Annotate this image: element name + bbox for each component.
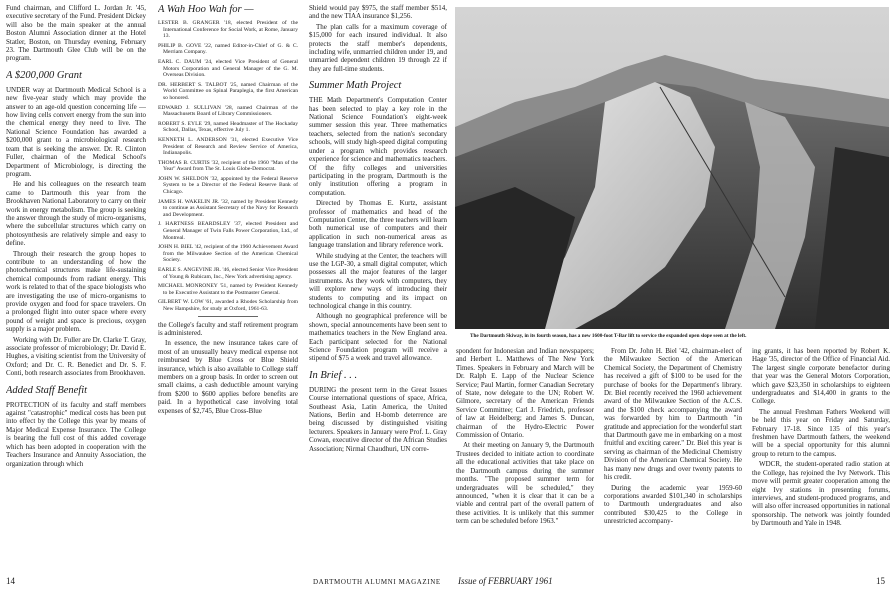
wahoo-entry: ROBERT S. EYLE '29, named Headmaster of The Hockaday School, Dallas, Texas, effective July 1. bbox=[158, 120, 298, 134]
photo-caption: The Dartmouth Skiway, in its fourth season, has a new 1600-foot T-Bar lift to service the expanded open slope seen at the left. bbox=[470, 333, 747, 339]
trustees-paragraph: At their meeting on January 9, the Dartmouth Trustees decided to initiate action to coordinate all the educational activities that take place on the Dartmouth campus during the summer months. "The proposed summer term for undergraduates will be scheduled," they announced, "when it is clear that it can be a viable and central part of the overall pattern of these activities. It is unlikely that this summer term can be scheduled before 1963." bbox=[456, 441, 594, 526]
math-heading: Summer Math Project bbox=[309, 80, 402, 92]
wahoo-entry: EARL C. DAUM '24, elected Vice President of General Motors Corporation and General Manager of the G. M. Overseas Division. bbox=[158, 58, 298, 79]
brief-heading: In Brief . . . bbox=[309, 369, 358, 381]
chemistry-gift-paragraph: From Dr. John H. Biel '42, chairman-elect of the Milwaukee Section of the American Chemical Society, the Department of Chemistry has received a gift of $100 to be used for the purchase of books for the Department's library. Dr. Biel recently received the 1960 achievement award of the Milwaukee Section of the A.C.S. and the $100 check accompanying the award was forwarded by him to Dartmouth "in gratitude and appreciation for the wonderful start that Dartmouth gave me in embarking on a most fruitful and exciting career." Dr. Biel this year is serving as chairman of the Medicinal Chemistry Division of the American Chemical Society. He has many new drugs and over twenty patents to his credit. bbox=[604, 347, 742, 482]
staff-benefit-paragraph: PROTECTION of its faculty and staff members against "catastrophic" medical costs has been put into effect by the College this year by means of Major Medical Expense Insurance. The College is bearing the full cost of this added coverage which has been adopted in cooperation with the Teachers Insurance and Annuity Association, the organization through which bbox=[6, 400, 146, 468]
grant-paragraph-2: He and his colleagues on the research team came to Dartmouth this year from the Brookhaven National Laboratory to carry on their work in energy metabolism. The group is seeking the answer through the study of micro-organisms, where the subcellular structures which carry on photosynthesis are relatively simple and easy to define. bbox=[6, 180, 146, 248]
staff-benefit-paragraph-2: In essence, the new insurance takes care of most of an unusually heavy medical expense not reimbursed by Blue Cross or Blue Shield insurance, which is also available to College staff members on a group basis. In order to screen out small claims, a cash deductible amount varying from $200 to $600 applies before benefits are paid. In a hypothetical case involving total expenses of $2,745, Blue Cross-Blue bbox=[158, 339, 298, 415]
wahoo-list bbox=[158, 20, 298, 313]
skiway-photo bbox=[455, 7, 889, 329]
wahoo-entry: MICHAEL MONRONEY '51, named by President Kennedy to be Executive Assistant to the Postmaster General. bbox=[158, 283, 298, 296]
wahoo-entry: JOHN H. BIEL '42, recipient of the 1960 Achievement Award from the Milwaukee Section of the American Chemical Society. bbox=[158, 244, 298, 264]
wahoo-entry: THOMAS B. CURTIS '32, recipient of the 1960 "Man of the Year" Award from The St. Louis Globe-Democrat. bbox=[158, 159, 298, 173]
wahoo-entry: EARLE S. ANGEVINE JR. '46, elected Senior Vice President of Young & Rubicam, Inc., New York advertising agency. bbox=[158, 267, 298, 280]
wahoo-entry: JAMES H. WAKELIN JR. '32, named by President Kennedy to continue as Assistant Secretary of the Navy for Research and Development. bbox=[158, 198, 298, 218]
staff-benefit-continued: the College's faculty and staff retirement program is administered. bbox=[158, 320, 298, 337]
column-2 bbox=[158, 4, 298, 570]
staff-benefit-heading: Added Staff Benefit bbox=[6, 384, 88, 396]
math-paragraph-4: Although no geographical preference will be shown, special announcements have been sent to mathematics teachers in the New England area. Each participant selected for the National Science Foundation program will receive a stipend of $75 a week and travel allowance. bbox=[309, 312, 447, 363]
insurance-paragraph: The plan calls for a maximum coverage of $15,000 for each insured individual. It also protects the staff member's dependents, including wife, unmarried children under 19, and unmarried dependent children 19 through 22 if they are full-time students. bbox=[309, 22, 447, 73]
scholarships-paragraph: During the academic year 1959-60 corporations awarded $101,340 in scholarships to Dartmouth undergraduates and also contributed $30,425 to the College in unrestricted accompany- bbox=[604, 483, 742, 526]
brief-paragraph-2: spondent for Indonesian and Indian newspapers; and Herbert L. Matthews of The New York Times. Speakers in February and March will be Dr. Ralph E. Lapp of the Nuclear Science Service; Paul Martin, former Canadian Secretary of State, now delegate to the UN; Robert W. Gilmore, secretary of the American Friends Service Committee; Carl J. Friedrich, professor of law at Heidelberg; and James S. Duncan, chairman of the Hydro-Electric Power Commission of Ontario. bbox=[456, 347, 594, 440]
wahoo-heading: A Wah Hoo Wah for — bbox=[158, 4, 254, 15]
column-3 bbox=[309, 4, 447, 570]
mountain-slope-image bbox=[455, 7, 889, 329]
intro-paragraph: Fund chairman, and Clifford L. Jordan Jr. '45, executive secretary of the Fund. President Dickey will also be the main speaker at the annual Boston Alumni Association dinner at the Hotel Statler, Boston, on Thursday evening, February 23. The Dartmouth Glee Club will be on the program. bbox=[6, 4, 146, 63]
column-4 bbox=[456, 347, 594, 570]
grant-paragraph-1: UNDER way at Dartmouth Medical School is a new five-year study which may provide the answer to an age-old question concerning life — how living cells convert energy from the sun into the chemical energy they need to live. The National Science Foundation has awarded a $200,000 grant to a microbiological research team that is seeking the answer. Dr. R. Clinton Fuller, chairman of the Medical School's Department of Microbiology, is directing the program. bbox=[6, 85, 146, 178]
wahoo-entry: GILBERT W. LOW '61, awarded a Rhodes Scholarship from New Hampshire, for study at Oxford, 1961-63. bbox=[158, 299, 298, 312]
fathers-weekend-paragraph: The annual Freshman Fathers Weekend will be held this year on Friday and Saturday, February 17-18. Since 135 of this year's freshmen have Dartmouth fathers, the weekend will be a special opportunity for this alumni group to return to the campus. bbox=[752, 407, 890, 458]
math-paragraph-1: THE Math Department's Computation Center has been selected to play a key role in the National Science Foundation's eight-week summer session this year. Three mathematics teachers, selected from the nation's secondary schools, will study high-speed digital computing under a program which provides research experience for science and mathematics teachers. Of the fifty colleges and universities participating in the program, Dartmouth is the only institution offering a program in computation. bbox=[309, 96, 447, 197]
magazine-name: DARTMOUTH ALUMNI MAGAZINE bbox=[313, 578, 441, 586]
wahoo-entry: J. HARTNESS BEARDSLEY '37, elected President and General Manager of Twin Falls Power Corporation, Ltd., of Montreal. bbox=[158, 221, 298, 241]
wdcr-paragraph: WDCR, the student-operated radio station at the College, has rejoined the Ivy Network. This move will permit greater cooperation among the eight Ivy stations in presenting forums, interviews, and student-produced programs, and will also offer increased opportunities in national sponsorship. The network was jointly founded by Dartmouth and Yale in 1948. bbox=[752, 460, 890, 528]
column-5 bbox=[604, 347, 742, 570]
insurance-continued: Shield would pay $975, the staff member $514, and the new TIAA insurance $1,256. bbox=[309, 4, 447, 21]
column-1 bbox=[6, 4, 146, 570]
issue-date: Issue of FEBRUARY 1961 bbox=[458, 576, 553, 586]
wahoo-entry: KENNETH L. ANDERSON '31, elected Executive Vice President of Research and Review Service of America, Indianapolis. bbox=[158, 136, 298, 157]
page-number-right: 15 bbox=[876, 576, 885, 586]
column-6 bbox=[752, 347, 890, 570]
page-number-left: 14 bbox=[6, 576, 15, 586]
wahoo-entry: PHILIP B. GOVE '22, named Editor-in-Chief of G. & C. Merriam Company. bbox=[158, 42, 298, 56]
divider bbox=[198, 316, 258, 317]
brief-paragraph-1: DURING the present term in the Great Issues Course international questions of space, Africa, Southeast Asia, Latin America, the United Nations, Berlin and H-bomb deterrence are being discussed by distinguished visiting lecturers. Speakers in January were Prof. L. Gray Cowan, executive director of the African Studies Association; Nirmal Chaudhuri, UN corre- bbox=[309, 385, 447, 453]
grant-paragraph-3: Through their research the group hopes to contribute to an understanding of how the photochemical structures make life-sustaining chemical compounds from radiant energy. This work is related to that of the space biologists who are investigating the use of micro-organisms to provide oxygen and food for space travelers. On a prolonged flight into outer space where every pound of weight and space is precious, oxygen supply is a major problem. bbox=[6, 249, 146, 334]
grant-heading: A $200,000 Grant bbox=[6, 69, 82, 81]
wahoo-entry: JOHN W. SHELDON '32, appointed by the Federal Reserve System to be a Director of the Federal Reserve Bank of Chicago. bbox=[158, 175, 298, 196]
wahoo-entry: EDWARD J. SULLIVAN '28, named Chairman of the Massachusetts Board of Library Commissioners. bbox=[158, 104, 298, 118]
wahoo-entry: DR. HERBERT S. TALBOT '25, named Chairman of the World Committee on Spinal Paraplegia, the first American so honored. bbox=[158, 81, 298, 101]
wahoo-entry: LESTER B. GRANGER '18, elected President of the International Conference for Social Work, at Rome, January 13. bbox=[158, 20, 298, 40]
scholarships-continued: ing grants, it has been reported by Robert K. Hage '35, director of the Office of Financial Aid. The largest single corporate benefactor during that year was the General Motors Corporation, which gave $23,350 in scholarships to eighteen undergraduates and $14,400 in grants to the College. bbox=[752, 347, 890, 406]
grant-paragraph-4: Working with Dr. Fuller are Dr. Clarke T. Gray, associate professor of microbiology; Dr. David E. Hughes, a visiting scientist from the University of Oxford; and Dr. C. R. Benedict and Dr. S. F. Conti, both research associates from Brookhaven. bbox=[6, 335, 146, 378]
math-paragraph-3: While studying at the Center, the teachers will use the LGP-30, a small digital computer, which possesses all the major features of the larger instruments. As they work with computers, they will explore new ways of introducing their students to computing and its impact on technological change in this country. bbox=[309, 251, 447, 310]
math-paragraph-2: Directed by Thomas E. Kurtz, assistant professor of mathematics and head of the Computation Center, the three teachers will learn both numerical use of computers and their application in such non-numerical areas as language translation and library reference work. bbox=[309, 199, 447, 250]
